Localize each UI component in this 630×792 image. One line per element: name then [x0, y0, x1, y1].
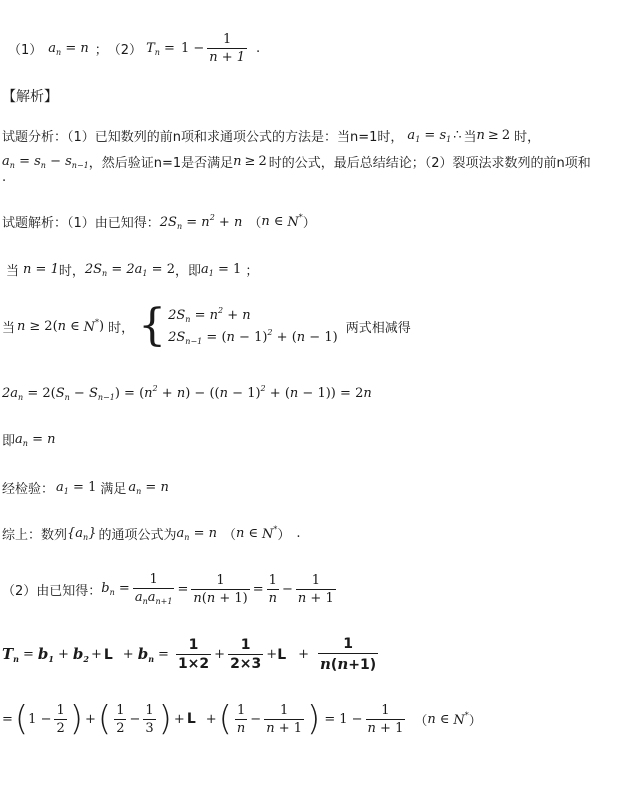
answer-one-minus: 1 −: [180, 41, 205, 56]
answer-formula-2: $T_n$ =: [146, 40, 175, 57]
part2-tn: $T_n$ = $b_1$ + $b_2$ + L + $b_n$ = $\frac{1}{1\times 2}$ + $\frac{1}{2\times 3}$ + L + $\frac{1}{n(n+1)}$: [2, 636, 377, 673]
analysis-line-2: $a_n = s_n - s_{n-1}$ ，然后验证n=1是否满足 n ≥ 2 时的公式，最后总结结论；（2）裂项法求数列的前n项和: [2, 153, 591, 171]
analysis-line-1: 试题分析：（1）已知数列的前n项和求通项公式的方法是：当n=1时， $a_1 = s_1$ ∴ 当 n ≥ 2 时，: [2, 127, 541, 145]
solution-system: 当 n ≥ 2( n ∈ N* ) 时， { $2S_n = n^2 + n$ $2S_{n-1} = (n - 1)^2 + (n - 1)$ 两式相减得: [2, 300, 411, 351]
analysis-heading: 【解析】: [2, 89, 58, 105]
solution-intro: 试题解析：（1）由已知得： $2S_n = n^2 + n$ （ n ∈ N* ）: [2, 212, 316, 231]
solution-summary: 综上：数列 $\{a_n\}$ 的通项公式为 $a_n = n$ （ n ∈ N* ） .: [2, 525, 301, 543]
answer-formula-1: $a_n = n$: [48, 40, 89, 57]
analysis-line-3: .: [2, 170, 7, 185]
solution-check: 经检验： $a_1 = 1$ 满足 $a_n = n$: [2, 479, 169, 497]
answer-period: .: [256, 41, 261, 56]
equation-system: { $2S_n = n^2 + n$ $2S_{n-1} = (n - 1)^2 + (n - 1)$: [138, 300, 338, 351]
answer-fraction: $\frac{1}{n + 1}$: [209, 32, 246, 65]
part1-label: （1）: [8, 43, 43, 58]
solution-n1: 当 n = 1 时， $2S_n = 2a_1 = 2$ ，即 $a_1 = 1$ ；: [6, 261, 259, 279]
part2-telescoping: = ( 1 − $\frac{1}{2}$ ) + ( $\frac{1}{2}$ − $\frac{1}{3}$ ) + L + ( $\frac{1}{n}$ − $\frac{1}{n + 1}$ ) = 1 − $\frac{1}{n + 1}$ （ n ∈ N* ）: [2, 699, 482, 739]
part2-bn: （2）由已知得： $b_n$ = $\frac{1}{a_na_{n+1}}$ = $\frac{1}{n(n + 1)}$ = $\frac{1}{n}$ − $\frac{1}{n + 1}$: [2, 572, 334, 606]
solution-an: 即 $a_n = n$: [2, 431, 56, 449]
separator: ；: [94, 43, 108, 58]
solution-difference: $2a_n = 2(S_n - S_{n-1}) = (n^2 + n) - ((n - 1)^2 + (n - 1)) = 2n$: [2, 384, 372, 402]
answer-line: [8, 32, 260, 65]
part2-label: （2）: [107, 43, 143, 58]
